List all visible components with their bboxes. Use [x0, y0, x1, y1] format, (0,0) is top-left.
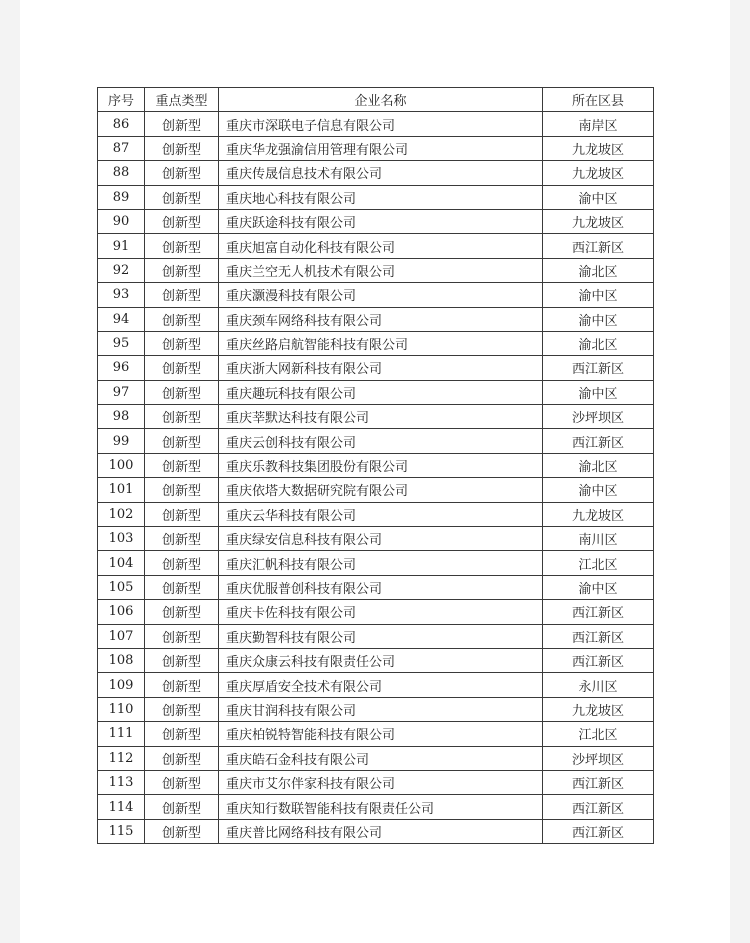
district-cell: 西江新区: [543, 600, 654, 624]
district-cell: 渝北区: [543, 331, 654, 355]
serial-number-cell: 87: [98, 136, 145, 160]
table-row: [98, 819, 654, 843]
table-row: [98, 405, 654, 429]
serial-number-cell: 99: [98, 429, 145, 453]
table-row: [98, 673, 654, 697]
serial-number-cell: 90: [98, 209, 145, 233]
table-row: [98, 258, 654, 282]
table-row: [98, 136, 654, 160]
serial-number-cell: 98: [98, 405, 145, 429]
enterprise-name-cell: 重庆传晟信息技术有限公司: [219, 161, 543, 185]
key-type-cell: 创新型: [145, 575, 219, 599]
table-row: [98, 356, 654, 380]
enterprise-name-cell: 重庆勤智科技有限公司: [219, 624, 543, 648]
enterprise-name-cell: 重庆柏锐特智能科技有限公司: [219, 722, 543, 746]
header-key-type: 重点类型: [145, 88, 219, 112]
table-row: [98, 185, 654, 209]
district-cell: 西江新区: [543, 648, 654, 672]
key-type-cell: 创新型: [145, 331, 219, 355]
table-row: [98, 161, 654, 185]
header-serial-number: 序号: [98, 88, 145, 112]
enterprise-name-cell: 重庆皓石金科技有限公司: [219, 746, 543, 770]
table-row: [98, 697, 654, 721]
serial-number-cell: 107: [98, 624, 145, 648]
table-row: [98, 648, 654, 672]
serial-number-cell: 112: [98, 746, 145, 770]
district-cell: 江北区: [543, 722, 654, 746]
district-cell: 渝中区: [543, 575, 654, 599]
enterprise-name-cell: 重庆云华科技有限公司: [219, 502, 543, 526]
enterprise-name-cell: 重庆浙大网新科技有限公司: [219, 356, 543, 380]
key-type-cell: 创新型: [145, 527, 219, 551]
enterprise-name-cell: 重庆厚盾安全技术有限公司: [219, 673, 543, 697]
serial-number-cell: 93: [98, 283, 145, 307]
key-type-cell: 创新型: [145, 746, 219, 770]
enterprise-name-cell: 重庆趣玩科技有限公司: [219, 380, 543, 404]
enterprise-name-cell: 重庆灏漫科技有限公司: [219, 283, 543, 307]
enterprise-name-cell: 重庆华龙强渝信用管理有限公司: [219, 136, 543, 160]
table-row: [98, 600, 654, 624]
district-cell: 九龙坡区: [543, 136, 654, 160]
document-page: [20, 0, 730, 943]
key-type-cell: 创新型: [145, 478, 219, 502]
key-type-cell: 创新型: [145, 112, 219, 136]
enterprise-name-cell: 重庆众康云科技有限责任公司: [219, 648, 543, 672]
serial-number-cell: 115: [98, 819, 145, 843]
enterprise-name-cell: 重庆云创科技有限公司: [219, 429, 543, 453]
serial-number-cell: 96: [98, 356, 145, 380]
key-type-cell: 创新型: [145, 258, 219, 282]
serial-number-cell: 102: [98, 502, 145, 526]
serial-number-cell: 88: [98, 161, 145, 185]
serial-number-cell: 94: [98, 307, 145, 331]
district-cell: 南川区: [543, 527, 654, 551]
header-enterprise-name: 企业名称: [219, 88, 543, 112]
enterprise-name-cell: 重庆优服普创科技有限公司: [219, 575, 543, 599]
district-cell: 南岸区: [543, 112, 654, 136]
key-type-cell: 创新型: [145, 234, 219, 258]
table-row: [98, 502, 654, 526]
serial-number-cell: 109: [98, 673, 145, 697]
enterprise-name-cell: 重庆丝路启航智能科技有限公司: [219, 331, 543, 355]
district-cell: 渝北区: [543, 453, 654, 477]
table-row: [98, 429, 654, 453]
enterprise-name-cell: 重庆卡佐科技有限公司: [219, 600, 543, 624]
serial-number-cell: 95: [98, 331, 145, 355]
enterprise-name-cell: 重庆普比网络科技有限公司: [219, 819, 543, 843]
serial-number-cell: 92: [98, 258, 145, 282]
table-row: [98, 283, 654, 307]
district-cell: 渝中区: [543, 307, 654, 331]
table-row: [98, 209, 654, 233]
key-type-cell: 创新型: [145, 819, 219, 843]
enterprise-name-cell: 重庆甘润科技有限公司: [219, 697, 543, 721]
enterprise-name-cell: 重庆知行数联智能科技有限责任公司: [219, 795, 543, 819]
key-type-cell: 创新型: [145, 453, 219, 477]
enterprise-name-cell: 重庆依塔大数据研究院有限公司: [219, 478, 543, 502]
key-type-cell: 创新型: [145, 405, 219, 429]
table-header-row: [98, 88, 654, 112]
table-row: [98, 453, 654, 477]
key-type-cell: 创新型: [145, 722, 219, 746]
district-cell: 沙坪坝区: [543, 405, 654, 429]
enterprise-name-cell: 重庆莘默达科技有限公司: [219, 405, 543, 429]
table-row: [98, 234, 654, 258]
serial-number-cell: 106: [98, 600, 145, 624]
district-cell: 江北区: [543, 551, 654, 575]
district-cell: 渝中区: [543, 283, 654, 307]
header-district: 所在区县: [543, 88, 654, 112]
district-cell: 西江新区: [543, 795, 654, 819]
district-cell: 西江新区: [543, 624, 654, 648]
serial-number-cell: 91: [98, 234, 145, 258]
serial-number-cell: 111: [98, 722, 145, 746]
table-row: [98, 380, 654, 404]
key-type-cell: 创新型: [145, 136, 219, 160]
district-cell: 永川区: [543, 673, 654, 697]
enterprise-table: [97, 87, 654, 844]
table-row: [98, 746, 654, 770]
table-row: [98, 624, 654, 648]
serial-number-cell: 103: [98, 527, 145, 551]
key-type-cell: 创新型: [145, 600, 219, 624]
key-type-cell: 创新型: [145, 356, 219, 380]
district-cell: 渝中区: [543, 380, 654, 404]
serial-number-cell: 105: [98, 575, 145, 599]
table-row: [98, 722, 654, 746]
serial-number-cell: 101: [98, 478, 145, 502]
serial-number-cell: 86: [98, 112, 145, 136]
key-type-cell: 创新型: [145, 697, 219, 721]
enterprise-name-cell: 重庆绿安信息科技有限公司: [219, 527, 543, 551]
serial-number-cell: 114: [98, 795, 145, 819]
table-row: [98, 478, 654, 502]
district-cell: 沙坪坝区: [543, 746, 654, 770]
key-type-cell: 创新型: [145, 648, 219, 672]
district-cell: 九龙坡区: [543, 697, 654, 721]
key-type-cell: 创新型: [145, 673, 219, 697]
key-type-cell: 创新型: [145, 624, 219, 648]
enterprise-name-cell: 重庆旭富自动化科技有限公司: [219, 234, 543, 258]
table-row: [98, 575, 654, 599]
key-type-cell: 创新型: [145, 795, 219, 819]
serial-number-cell: 100: [98, 453, 145, 477]
serial-number-cell: 108: [98, 648, 145, 672]
table-row: [98, 551, 654, 575]
district-cell: 西江新区: [543, 234, 654, 258]
serial-number-cell: 97: [98, 380, 145, 404]
table-row: [98, 307, 654, 331]
enterprise-name-cell: 重庆颈车网络科技有限公司: [219, 307, 543, 331]
enterprise-name-cell: 重庆跃途科技有限公司: [219, 209, 543, 233]
key-type-cell: 创新型: [145, 307, 219, 331]
district-cell: 渝中区: [543, 478, 654, 502]
enterprise-name-cell: 重庆兰空无人机技术有限公司: [219, 258, 543, 282]
table-row: [98, 527, 654, 551]
district-cell: 西江新区: [543, 770, 654, 794]
table-row: [98, 770, 654, 794]
district-cell: 九龙坡区: [543, 502, 654, 526]
table-row: [98, 112, 654, 136]
enterprise-name-cell: 重庆地心科技有限公司: [219, 185, 543, 209]
enterprise-name-cell: 重庆乐教科技集团股份有限公司: [219, 453, 543, 477]
key-type-cell: 创新型: [145, 185, 219, 209]
district-cell: 西江新区: [543, 819, 654, 843]
key-type-cell: 创新型: [145, 209, 219, 233]
district-cell: 九龙坡区: [543, 161, 654, 185]
enterprise-name-cell: 重庆市艾尔伴家科技有限公司: [219, 770, 543, 794]
district-cell: 九龙坡区: [543, 209, 654, 233]
district-cell: 渝北区: [543, 258, 654, 282]
table-row: [98, 795, 654, 819]
key-type-cell: 创新型: [145, 551, 219, 575]
key-type-cell: 创新型: [145, 380, 219, 404]
key-type-cell: 创新型: [145, 502, 219, 526]
serial-number-cell: 104: [98, 551, 145, 575]
serial-number-cell: 89: [98, 185, 145, 209]
enterprise-name-cell: 重庆汇帆科技有限公司: [219, 551, 543, 575]
serial-number-cell: 113: [98, 770, 145, 794]
key-type-cell: 创新型: [145, 161, 219, 185]
key-type-cell: 创新型: [145, 429, 219, 453]
district-cell: 西江新区: [543, 429, 654, 453]
key-type-cell: 创新型: [145, 770, 219, 794]
district-cell: 渝中区: [543, 185, 654, 209]
table-row: [98, 331, 654, 355]
key-type-cell: 创新型: [145, 283, 219, 307]
serial-number-cell: 110: [98, 697, 145, 721]
district-cell: 西江新区: [543, 356, 654, 380]
enterprise-name-cell: 重庆市深联电子信息有限公司: [219, 112, 543, 136]
